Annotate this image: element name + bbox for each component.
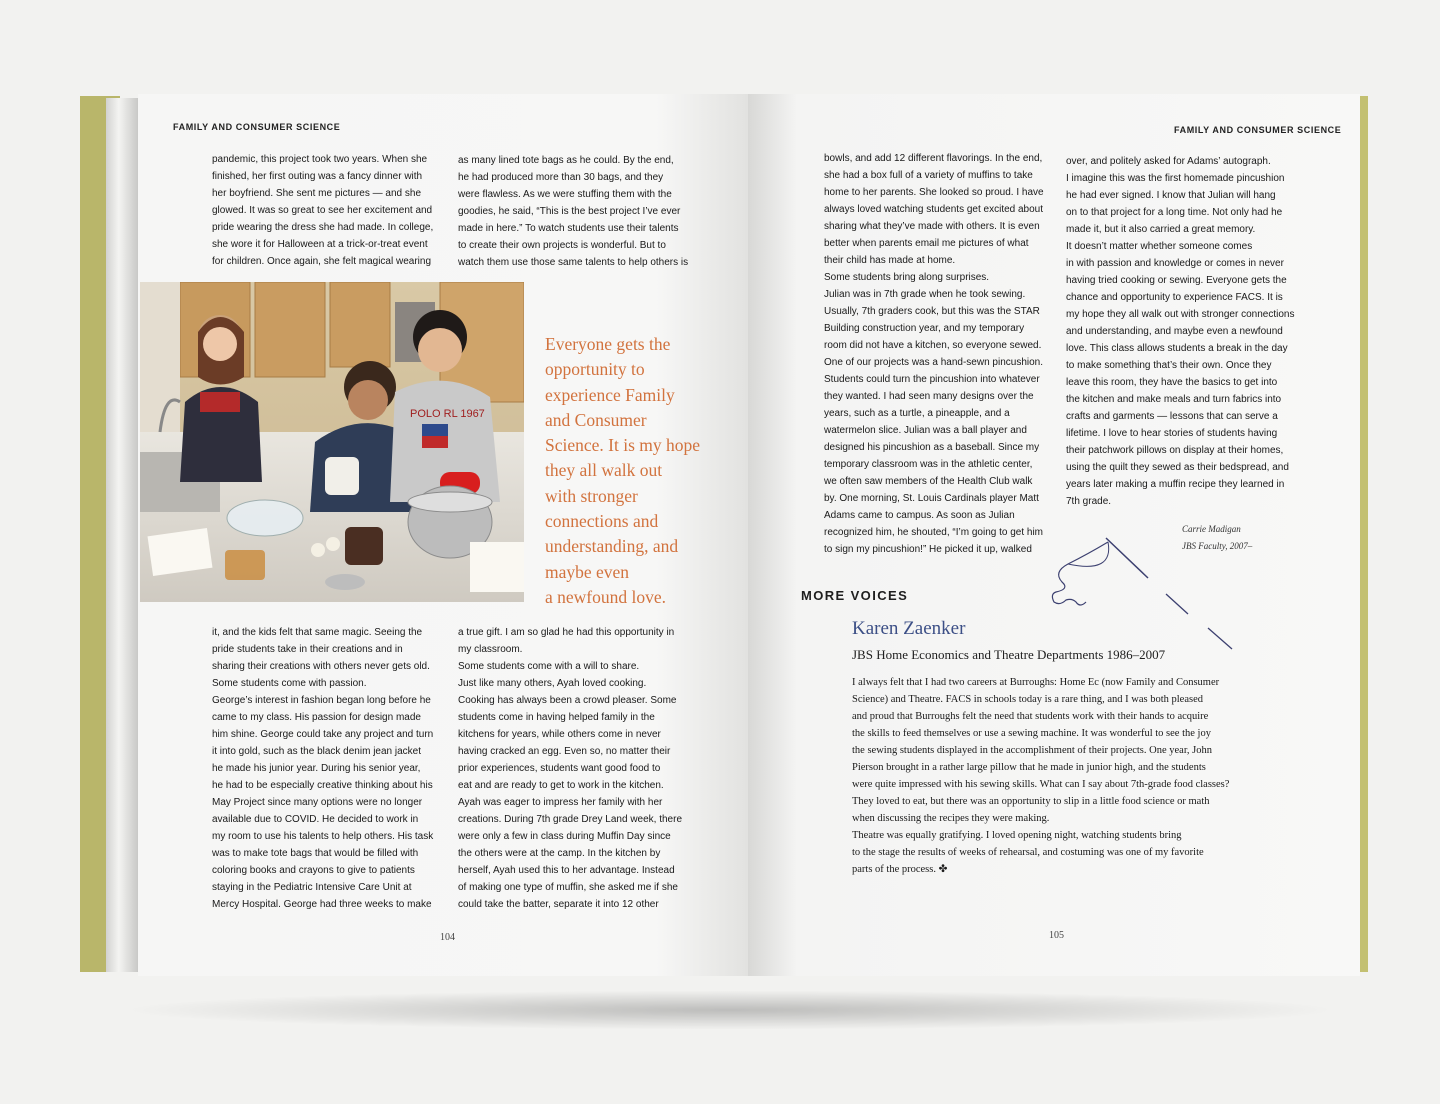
right-page xyxy=(748,94,1360,976)
shirt-text: POLO RL 1967 xyxy=(410,408,485,420)
needle-and-thread-icon xyxy=(1048,534,1248,654)
pull-quote: Everyone gets the opportunity to experience Family and Consumer Science. It is my hope they all walk out with stronger connections and understanding, and maybe even a newfound love. xyxy=(545,334,701,607)
page-stack-edge xyxy=(106,98,138,972)
body-column-2-bottom: a true gift. I am so glad he had this opportunity in my classroom. Some students come with a will to share. Just like many others, Ayah loved cooking. Cooking has always been a crowd pleaser. Some students come in having helped family in the kitchens for years, while others come in never having cracked an egg. Even so, no matter their prior experiences, students want good food to eat and are ready to get to work in the kitchen. Ayah was eager to impress her family with her creations. During 7th grade Drey Land week, there were only a few in class during Muffin Day since the others were at the camp. In the kitchen by herself, Ayah used this to her advantage. Instead of making one type of muffin, she asked me if she could take the batter, separate it into 12 other xyxy=(458,627,683,910)
running-head: FAMILY AND CONSUMER SCIENCE xyxy=(173,122,341,132)
body-column-1-bottom: it, and the kids felt that same magic. Seeing the pride students take in their creations and in sharing their creations with others never gets old. Some students come with passion. George’s interest in fashion began long before he came to my class. His passion for design made him shine. George could take any project and turn it into gold, such as the black denim jean jacket he made his junior year. During his senior year, he had to be especially creative thinking about his May Project since many options were no longer available due to COVID. He decided to work in my room to use his talents to help others. His task was to make tote bags that would be filled with coloring books and crayons to give to patients staying in the Pediatric Intensive Care Unit at Mercy Hospital. George had three weeks to make xyxy=(212,627,434,910)
body-column-2: over, and politely asked for Adams’ autograph. I imagine this was the first homemade pincushion he had ever signed. I know that Julian will hang on to that project for a long time. Not only had he made it, but it also carried a great memory. It doesn’t matter whether someone comes in with passion and knowledge or comes in never having tried cooking or sewing. Everyone gets the chance and opportunity to experience FACS. It is my hope they all walk out with stronger connections and understanding, and maybe even a newfound love. This class allows students a break in the day to make something that’s their own. Once they leave this room, they have the basics to get into the kitchen and make meals and turn fabrics into crafts and garments — lessons that can serve a lifetime. I love to hear stories of students having their patchwork pillows on display at their homes, using the quilt they sewed as their bedspread, and years later making a muffin recipe they learned in 7th grade. xyxy=(1066,156,1295,507)
signature-name: Carrie Madigan xyxy=(1182,524,1241,534)
book-shadow xyxy=(120,990,1340,1030)
kitchen-class-photo xyxy=(140,282,524,602)
left-page xyxy=(138,94,748,976)
body-column-1-top: pandemic, this project took two years. When she finished, her first outing was a fancy dinner with her boyfriend. She sent me pictures — and she glowed. It was so great to see her excitement and pride wearing the dress she had made. In college, she wore it for Halloween at a trick-or-treat event for children. Once again, she felt magical wearing xyxy=(212,154,434,267)
body-column-2-top: as many lined tote bags as he could. By the end, he had produced more than 30 bags, and they were flawless. As we were stuffing them with the goodies, he said, “This is the best project I’ve ever made in here.” To watch students use their talents to create their own projects is wonderful. But to watch them use those same talents to help others is xyxy=(458,155,689,268)
page-number: 105 xyxy=(1049,930,1064,941)
more-voices-heading: MORE VOICES xyxy=(801,588,909,603)
voice-body: I always felt that I had two careers at Burroughs: Home Ec (now Family and Consumer Science) and Theatre. FACS in schools today is a rare thing, and I was both pleased and proud that Burroughs felt the need that students work with their hands to acquire the skills to feed themselves or use a sewing machine. It was wonderful to see the joy the sewing students displayed in the accomplishment of their projects. One year, John Pierson brought in a rather large pillow that he made in junior high, and the students were quite impressed with his sewing skills. What can I say about 7th-grade food classes? They loved to eat, but there was an opportunity to slip in a little food science or math when discussing the recipes they were making. Theatre was equally gratifying. I loved opening night, watching students bring to the stage the results of weeks of rehearsal, and costuming was one of my favorite parts of the process. ✤ xyxy=(852,677,1230,875)
signature-title: JBS Faculty, 2007– xyxy=(1182,541,1253,551)
body-column-1: bowls, and add 12 different flavorings. In the end, she had a box full of a variety of muffins to take home to her parents. She looked so proud. I have always loved watching students get excited about sharing what they’ve made with others. It is even better when parents email me pictures of what their child has made at home. Some students bring along surprises. Julian was in 7th grade when he took sewing. Usually, 7th graders cook, but this was the STAR Building construction year, and my temporary room did not have a kitchen, so everyone sewed. One of our projects was a hand-sewn pincushion. Students could turn the pincushion into whatever they wanted. I had seen many designs over the years, such as a turtle, a pineapple, and a watermelon slice. Julian was a ball player and designed his pincushion as a baseball. Since my temporary classroom was in the athletic center, we often saw members of the Health Club walk by. One morning, St. Louis Cardinals player Matt Adams came to campus. As soon as Julian recognized him, he shouted, “I’m going to get him to sign my pincushion!” He picked it up, walked xyxy=(824,153,1044,555)
voice-name: Karen Zaenker xyxy=(852,618,966,639)
voice-role: JBS Home Economics and Theatre Departments 1986–2007 xyxy=(852,647,1166,662)
page-number: 104 xyxy=(440,932,455,943)
running-head: FAMILY AND CONSUMER SCIENCE xyxy=(1174,125,1342,135)
